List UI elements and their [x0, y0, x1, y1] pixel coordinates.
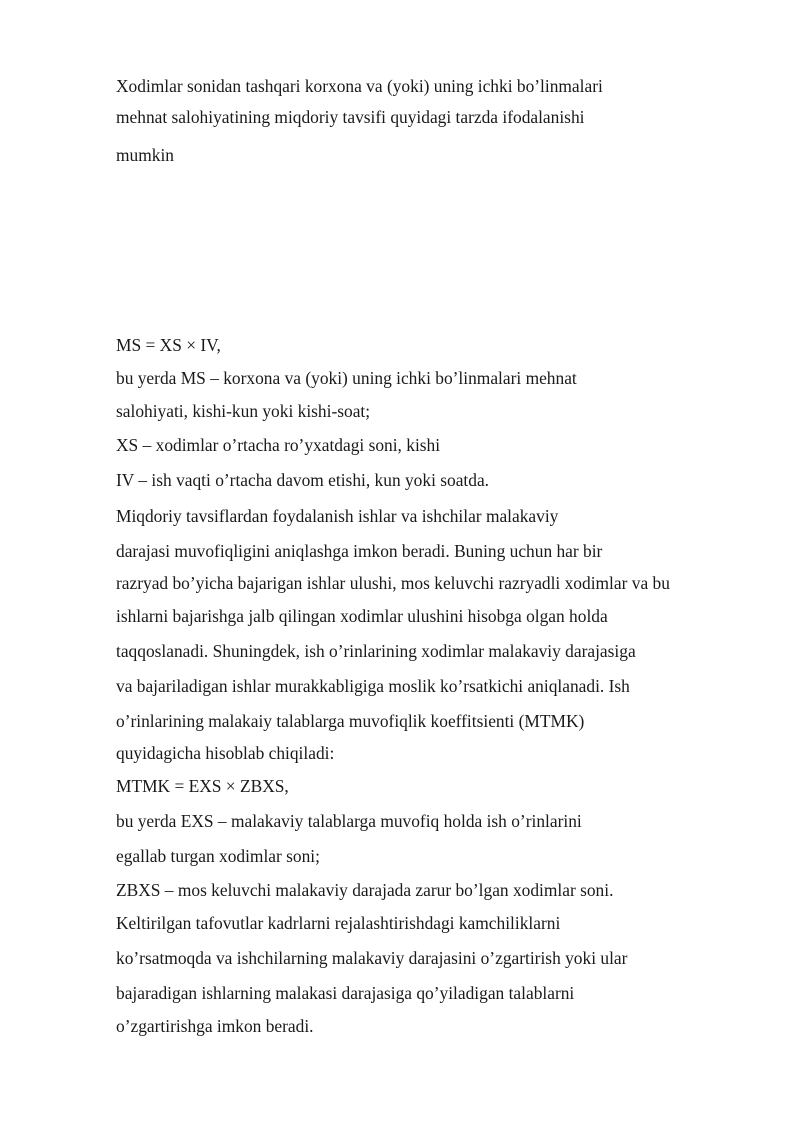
intro-line-3: mumkin — [116, 145, 174, 165]
text-line: egallab turgan xodimlar soni; — [116, 846, 320, 866]
text-line: ishlarni bajarishga jalb qilingan xodimlar ulushini hisobga olgan holda — [116, 606, 608, 626]
text-line: va bajariladigan ishlar murakkabligiga moslik ko’rsatkichi aniqlanadi. Ish — [116, 676, 630, 696]
text-line: IV – ish vaqti o’rtacha davom etishi, kun yoki soatda. — [116, 470, 490, 490]
text-line: quyidagicha hisoblab chiqiladi: — [116, 743, 335, 763]
text-line: bajaradigan ishlarning malakasi darajasiga qo’yiladigan talablarni — [116, 983, 575, 1003]
text-line: salohiyati, kishi-kun yoki kishi-soat; — [116, 401, 371, 421]
text-line: o’zgartirishga imkon beradi. — [116, 1016, 314, 1036]
text-line: o’rinlarining malakaiy talablarga muvofiqlik koeffitsienti (MTMK) — [116, 711, 585, 731]
text-line: bu yerda MS – korxona va (yoki) uning ichki bo’linmalari mehnat — [116, 368, 577, 388]
text-line: ko’rsatmoqda va ishchilarning malakaviy darajasini o’zgartirish yoki ular — [116, 948, 628, 968]
text-line: Miqdoriy tavsiflardan foydalanish ishlar va ishchilar malakaviy — [116, 506, 559, 526]
intro-line-2: mehnat salohiyatining miqdoriy tavsifi quyidagi tarzda ifodalanishi — [116, 107, 585, 127]
intro-line-1: Xodimlar sonidan tashqari korxona va (yoki) uning ichki bo’linmalari — [116, 76, 603, 96]
text-line: XS – xodimlar o’rtacha ro’yxatdagi soni, kishi — [116, 435, 441, 455]
text-line: darajasi muvofiqligini aniqlashga imkon beradi. Buning uchun har bir — [116, 541, 603, 561]
text-line: razryad bo’yicha bajarigan ishlar ulushi, mos keluvchi razryadli xodimlar va bu — [116, 573, 670, 593]
formula-mtmk: MTMK = EXS × ZBXS, — [116, 776, 289, 796]
formula-ms: MS = XS × IV, — [116, 335, 221, 355]
text-line: bu yerda EXS – malakaviy talablarga muvofiq holda ish o’rinlarini — [116, 811, 582, 831]
text-line: taqqoslanadi. Shuningdek, ish o’rinlarining xodimlar malakaviy darajasiga — [116, 641, 636, 661]
text-line: Keltirilgan tafovutlar kadrlarni rejalashtirishdagi kamchiliklarni — [116, 913, 561, 933]
text-line: ZBXS – mos keluvchi malakaviy darajada zarur bo’lgan xodimlar soni. — [116, 880, 614, 900]
